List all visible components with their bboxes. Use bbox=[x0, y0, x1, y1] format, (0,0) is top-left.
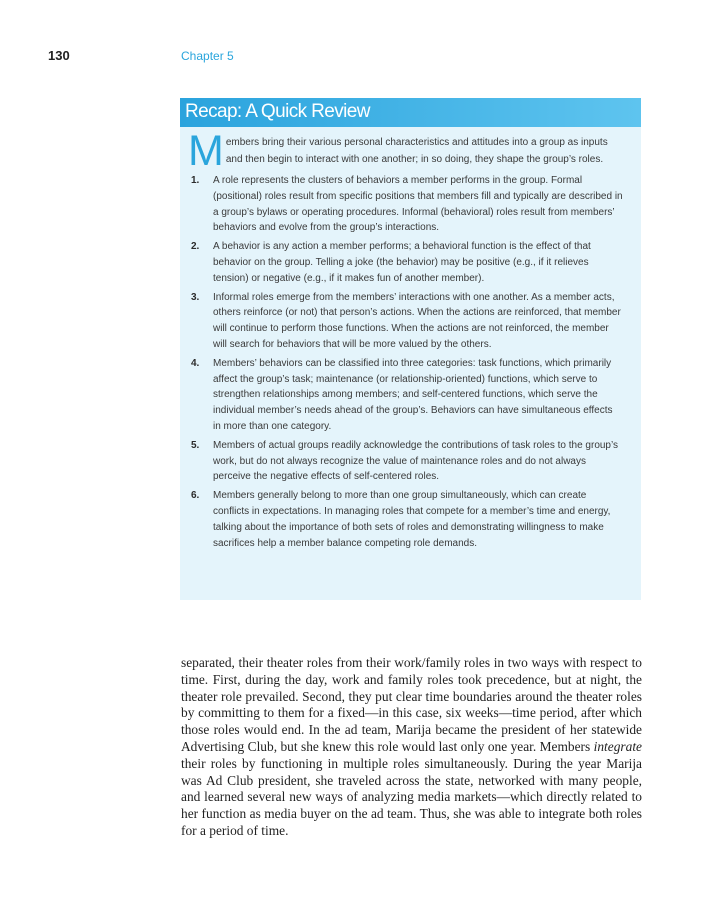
recap-box bbox=[180, 98, 641, 600]
recap-header bbox=[180, 98, 641, 127]
recap-title: Recap: A Quick Review bbox=[185, 101, 370, 122]
item-text: Members’ behaviors can be classified into three categories: task functions, which primarily affect the group’s task; maintenance (or relationship-oriented) functions, which serve to strengthen relationships among members; and self-centered functions, which serve the individual member’s needs ahead of the group’s. Behaviors can have simultaneous effects in more than one category. bbox=[213, 357, 613, 432]
recap-item bbox=[189, 438, 623, 485]
item-text: A role represents the clusters of behaviors a member performs in the group. Formal (positional) roles result from specific positions that members fill and typically are described in a group’s bylaws or operating procedures. Informal (behavioral) roles result from members’ behaviors and evolve from the group’s interactions. bbox=[213, 175, 623, 234]
drop-cap: M bbox=[188, 127, 224, 175]
item-text: Members generally belong to more than one group simultaneously, which can create conflicts in expectations. In managing roles that compete for a member’s time and energy, talking about the importance of both sets of roles and demonstrating willingness to make sacrifices help a member balance competing role demands. bbox=[213, 490, 611, 549]
chapter-label: Chapter 5 bbox=[181, 49, 234, 63]
recap-item bbox=[189, 290, 623, 353]
item-number: 6. bbox=[191, 490, 200, 502]
body-text-part-1: separated, their theater roles from their work/family roles in two ways with respect to time. First, during the day, work and family roles took precedence, but at night, the theater role prevailed. Second, they put clear time boundaries around the theater roles by committing to them for a fixed—in this case, six weeks—time period, after which those roles would end. In the ad team, Marija became the president of her statewide Advertising Club, but she knew this role would last only one year. Members bbox=[181, 655, 642, 754]
recap-item bbox=[189, 173, 623, 236]
recap-item bbox=[189, 239, 623, 286]
item-number: 1. bbox=[191, 175, 200, 186]
body-text-part-2: their roles by functioning in multiple roles simultaneously. During the year Marija was Ad Club president, she traveled across the state, networked with many people, and learned several new ways of analyzing media markets—which directly related to her function as media buyer on the ad team. Thus, she was able to integrate both roles for a period of time. bbox=[181, 755, 642, 838]
recap-intro bbox=[188, 127, 623, 175]
recap-list bbox=[189, 173, 623, 551]
page-number: 130 bbox=[48, 48, 70, 63]
item-number: 5. bbox=[191, 439, 200, 451]
body-paragraph bbox=[181, 655, 642, 840]
item-number: 4. bbox=[191, 357, 200, 369]
item-text: Informal roles emerge from the members’ interactions with one another. As a member acts, others reinforce (or not) that person’s actions. When the actions are reinforced, that member will continue to perform those functions. When the actions are not reinforced, the member will search for behaviors that will be more valued by the others. bbox=[213, 291, 621, 350]
item-text: Members of actual groups readily acknowledge the contributions of task roles to the group’s work, but do not always recognize the value of maintenance roles and do not always perceive the negative effects of self-centered roles. bbox=[213, 439, 619, 483]
recap-item bbox=[189, 356, 623, 435]
recap-intro-text: embers bring their various personal characteristics and attitudes into a group as inputs and then begin to interact with one another; in so doing, they shape the group’s roles. bbox=[225, 137, 608, 165]
item-text: A behavior is any action a member performs; a behavioral function is the effect of that behavior on the group. Telling a joke (the behavior) may be positive (e.g., if it relieves tension) or negative (e.g., if it makes fun of another member). bbox=[213, 241, 591, 284]
recap-item bbox=[189, 488, 623, 551]
item-number: 3. bbox=[191, 291, 200, 303]
item-number: 2. bbox=[191, 241, 200, 253]
italic-term: integrate bbox=[593, 738, 642, 754]
